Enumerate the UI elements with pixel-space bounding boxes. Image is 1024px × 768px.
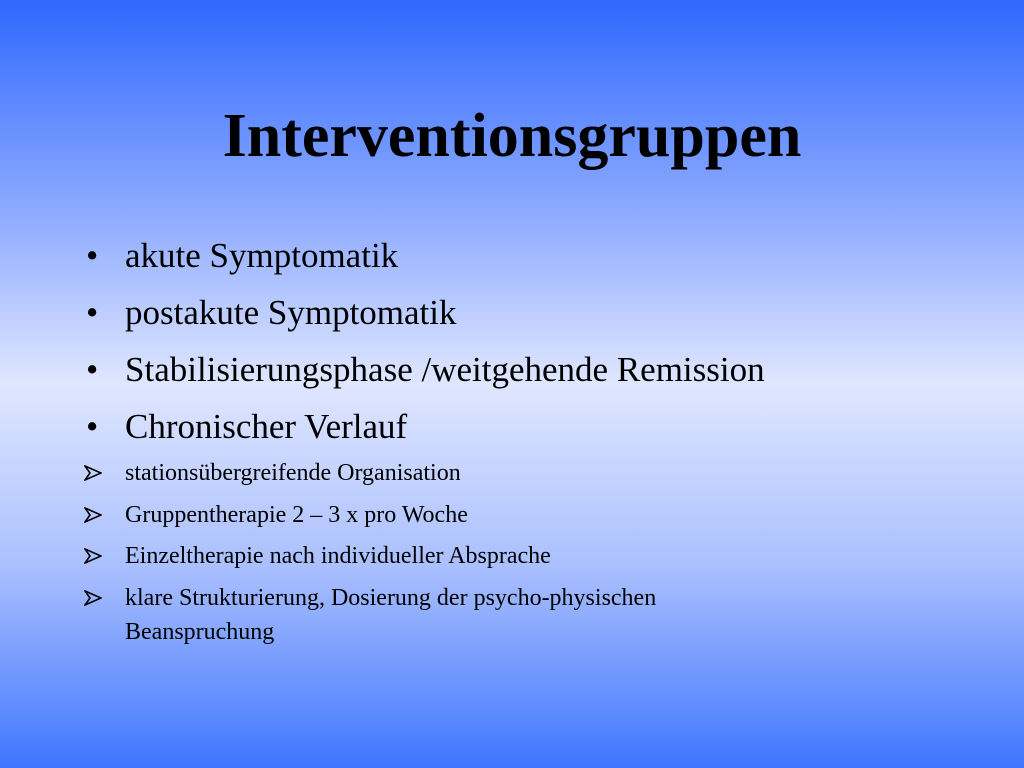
bullet-text: postakute Symptomatik	[125, 293, 457, 332]
bullet-marker: •	[86, 236, 99, 275]
arrowhead-bullet-icon	[84, 548, 102, 564]
bullet-marker: •	[86, 407, 99, 446]
bullet-marker: •	[86, 293, 99, 332]
bullet-text: Stabilisierungsphase /weitgehende Remission	[125, 350, 765, 389]
sub-bullet-text: klare Strukturierung, Dosierung der psycho-physischen Beanspruchung	[125, 585, 657, 645]
bullet-marker: •	[86, 350, 99, 389]
arrowhead-bullet-icon	[84, 465, 102, 481]
bullet-text: Chronischer Verlauf	[125, 407, 408, 446]
arrowhead-bullet-icon	[84, 590, 102, 606]
arrowhead-bullet-icon	[84, 507, 102, 523]
sub-bullet-text: Einzeltherapie nach individueller Absprache	[125, 543, 551, 569]
bullet-text: akute Symptomatik	[125, 236, 399, 275]
sub-bullet-text: stationsübergreifende Organisation	[125, 460, 461, 486]
slide-title: Interventionsgruppen	[222, 102, 802, 170]
sub-bullet-text: Gruppentherapie 2 – 3 x pro Woche	[125, 502, 468, 528]
